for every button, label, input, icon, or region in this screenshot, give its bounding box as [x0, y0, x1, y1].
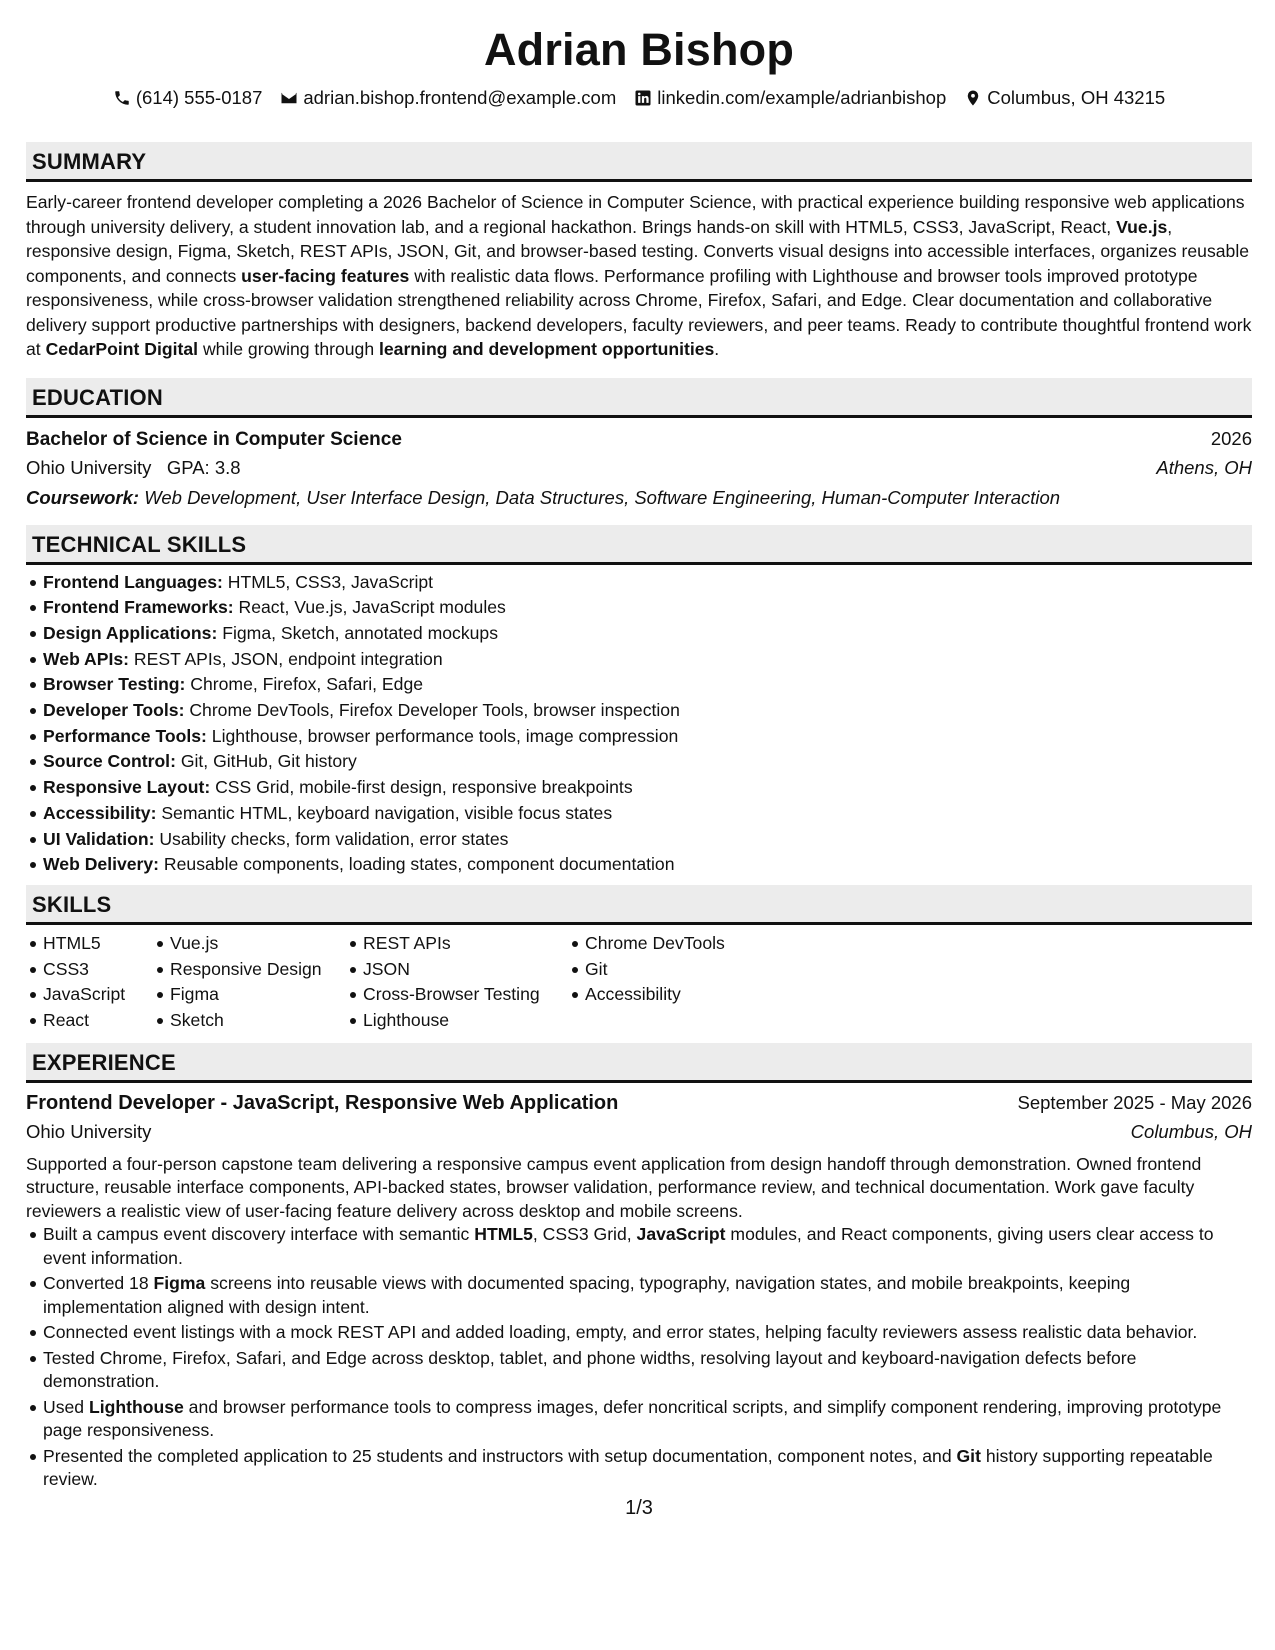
bullet-keyword: JavaScript: [636, 1224, 726, 1245]
job-location: Columbus, OH: [1130, 1120, 1252, 1142]
technical-skill-label: Frontend Languages:: [43, 571, 223, 592]
technical-skill-label: Performance Tools:: [43, 725, 207, 746]
skills-grid: [26, 931, 1252, 1034]
technical-skill-value: Reusable components, loading states, component documentation: [159, 854, 675, 875]
technical-skill-item: [26, 801, 1252, 827]
school-line: [26, 453, 241, 483]
technical-skill-item: [26, 852, 1252, 878]
summary-text: [26, 190, 1252, 362]
technical-skill-label: Accessibility:: [43, 802, 157, 823]
contact-location: [964, 86, 1165, 110]
experience-section-header: [26, 1043, 1252, 1083]
technical-skill-label: UI Validation:: [43, 828, 155, 849]
technical-skill-item: [26, 724, 1252, 750]
skill-item: Cross-Browser Testing: [346, 982, 568, 1008]
phone-icon: [113, 89, 131, 107]
job-bullet: Presented the completed application to 25 students and instructors with setup documentation, component notes, and Git history supporting repeatable review.: [26, 1445, 1252, 1492]
page-number: 1/3: [625, 1497, 653, 1519]
technical-skill-value: Git, GitHub, Git history: [175, 751, 357, 772]
skill-item: Lighthouse: [346, 1008, 568, 1034]
coursework-line: [26, 483, 1252, 513]
skill-item: Git: [568, 957, 768, 983]
job-title: Frontend Developer - JavaScript, Responsive Web Application: [26, 1091, 619, 1114]
school-name: Ohio University: [26, 456, 152, 478]
technical-skill-value: React, Vue.js, JavaScript modules: [233, 597, 506, 618]
skill-item: Sketch: [153, 1008, 346, 1034]
technical-skill-label: Source Control:: [43, 751, 176, 772]
technical-skill-label: Design Applications:: [43, 622, 218, 643]
technical-skill-value: Semantic HTML, keyboard navigation, visible focus states: [156, 802, 613, 823]
gpa: GPA: 3.8: [166, 456, 241, 478]
email-link[interactable]: adrian.bishop.frontend@example.com: [303, 87, 617, 108]
technical-skill-value: Lighthouse, browser performance tools, image compression: [206, 725, 679, 746]
skill-item: HTML5: [26, 931, 153, 957]
technical-skill-item: [26, 775, 1252, 801]
summary-bold: CedarPoint Digital: [45, 339, 199, 359]
skill-item: React: [26, 1008, 153, 1034]
skills-column: [26, 931, 153, 1034]
technical-skill-label: Frontend Frameworks:: [43, 597, 234, 618]
job-bullet: Converted 18 Figma screens into reusable views with documented spacing, typography, navigation states, and mobile breakpoints, keeping implementation aligned with design intent.: [26, 1272, 1252, 1319]
technical-skill-item: [26, 827, 1252, 853]
summary-part: with realistic data flows. Performance profiling with Lighthouse and browser tools improved prototype responsiveness, while cross-browser validation strengthened reliability across Chrome, Firefox, Safari, and Edge. Clear documentation and collaborative delivery support productive partnerships with designers, backend developers, faculty reviewers, and peer teams. Ready to contribute thoughtful frontend work at: [26, 265, 1252, 359]
summary-part: while growing through: [198, 339, 379, 359]
bullet-keyword: HTML5: [474, 1224, 533, 1245]
bullet-keyword: Lighthouse: [88, 1396, 184, 1417]
technical-skill-value: Usability checks, form validation, error states: [154, 828, 509, 849]
contact-email[interactable]: [280, 86, 616, 110]
summary-bold: Vue.js: [1116, 216, 1168, 237]
skill-item: REST APIs: [346, 931, 568, 957]
section-title: EDUCATION: [32, 384, 163, 410]
section-title: SUMMARY: [32, 149, 147, 174]
technical-skill-label: Web APIs:: [43, 648, 130, 669]
section-title: SKILLS: [32, 891, 112, 917]
job-entry: [26, 1089, 1252, 1492]
summary-part: , responsive design, Figma, Sketch, REST APIs, JSON, Git, and browser-based testing. Converts visual designs into accessible interfaces, organizes reusable components, and connects: [26, 216, 1250, 286]
envelope-icon: [280, 89, 298, 107]
skill-item: Chrome DevTools: [568, 931, 768, 957]
skills-column: [153, 931, 346, 1034]
technical-skill-item: [26, 672, 1252, 698]
phone-text: (614) 555-0187: [135, 87, 263, 108]
technical-skill-item: [26, 698, 1252, 724]
school-location: Athens, OH: [1156, 456, 1252, 478]
candidate-name: Adrian Bishop: [483, 24, 795, 75]
education-entry: [26, 426, 1252, 513]
skill-item: Vue.js: [153, 931, 346, 957]
contact-bar: [26, 86, 1252, 110]
technical-skill-item: [26, 647, 1252, 673]
job-bullet: Used Lighthouse and browser performance tools to compress images, defer noncritical scripts, and simplify component rendering, improving prototype page responsiveness.: [26, 1396, 1252, 1443]
job-description: Supported a four-person capstone team delivering a responsive campus event application from design handoff through demonstration. Owned frontend structure, reusable interface components, API-backed states, browser validation, performance review, and technical documentation. Work gave faculty reviewers a realistic view of user-facing feature delivery across desktop and mobile screens.: [26, 1153, 1202, 1221]
section-title: EXPERIENCE: [32, 1049, 176, 1075]
resume-page: [26, 0, 1252, 1650]
skill-item: CSS3: [26, 957, 153, 983]
technical-skills-section-header: [26, 525, 1252, 565]
linkedin-icon: [634, 89, 652, 107]
skill-item: Figma: [153, 982, 346, 1008]
job-organization: Ohio University: [26, 1120, 152, 1142]
technical-skill-item: [26, 570, 1252, 596]
technical-skills-list: [26, 570, 1252, 878]
technical-skill-label: Browser Testing:: [43, 674, 186, 695]
coursework-label: Coursework:: [26, 486, 140, 508]
graduation-year: 2026: [1210, 427, 1252, 449]
bullet-keyword: Git: [956, 1445, 981, 1466]
summary-bold: user-facing features: [241, 265, 410, 286]
technical-skill-item: [26, 749, 1252, 775]
linkedin-link[interactable]: linkedin.com/example/adrianbishop: [657, 87, 947, 108]
skill-item: JavaScript: [26, 982, 153, 1008]
job-bullet: Built a campus event discovery interface with semantic HTML5, CSS3 Grid, JavaScript modules, and React components, giving users clear access to event information.: [26, 1223, 1252, 1270]
technical-skill-value: REST APIs, JSON, endpoint integration: [129, 648, 443, 669]
skills-column: [568, 931, 768, 1034]
section-title: TECHNICAL SKILLS: [32, 531, 247, 557]
map-marker-icon: [964, 89, 982, 107]
technical-skill-item: [26, 621, 1252, 647]
technical-skill-label: Responsive Layout:: [43, 777, 211, 798]
summary-part: .: [714, 339, 720, 359]
technical-skill-value: Chrome, Firefox, Safari, Edge: [185, 674, 424, 695]
technical-skill-label: Developer Tools:: [43, 700, 185, 721]
technical-skill-value: CSS Grid, mobile-first design, responsive breakpoints: [210, 777, 633, 798]
skills-section-header: [26, 885, 1252, 925]
contact-linkedin[interactable]: [634, 86, 946, 110]
coursework-list: Web Development, User Interface Design, Data Structures, Software Engineering, Human-Computer Interaction: [144, 486, 1061, 508]
education-section-header: [26, 378, 1252, 418]
summary-bold: learning and development opportunities: [379, 339, 715, 359]
job-dates: September 2025 - May 2026: [1017, 1091, 1252, 1113]
location-text: Columbus, OH 43215: [987, 87, 1166, 108]
technical-skill-value: Chrome DevTools, Firefox Developer Tools, browser inspection: [184, 700, 680, 721]
technical-skill-value: Figma, Sketch, annotated mockups: [217, 622, 498, 643]
degree-title: Bachelor of Science in Computer Science: [26, 428, 402, 450]
job-bullet: Tested Chrome, Firefox, Safari, and Edge across desktop, tablet, and phone widths, resolving layout and keyboard-navigation defects before demonstration.: [26, 1347, 1252, 1394]
bullet-keyword: Figma: [153, 1273, 206, 1294]
summary-part: Early-career frontend developer completing a 2026 Bachelor of Science in Computer Science, with practical experience building responsive web applications through university delivery, a student innovation lab, and a regional hackathon. Brings hands-on skill with HTML5, CSS3, JavaScript, React,: [26, 192, 1245, 237]
skills-column: [346, 931, 568, 1034]
skill-item: Responsive Design: [153, 957, 346, 983]
job-bullet: Connected event listings with a mock REST API and added loading, empty, and error states, helping faculty reviewers assess realistic data behavior.: [26, 1321, 1252, 1345]
technical-skill-value: HTML5, CSS3, JavaScript: [222, 571, 434, 592]
skill-item: Accessibility: [568, 982, 768, 1008]
summary-section-header: [26, 142, 1252, 182]
contact-phone: [113, 86, 263, 110]
technical-skill-item: [26, 595, 1252, 621]
technical-skill-label: Web Delivery:: [43, 854, 160, 875]
job-bullets: [26, 1223, 1252, 1492]
skill-item: JSON: [346, 957, 568, 983]
